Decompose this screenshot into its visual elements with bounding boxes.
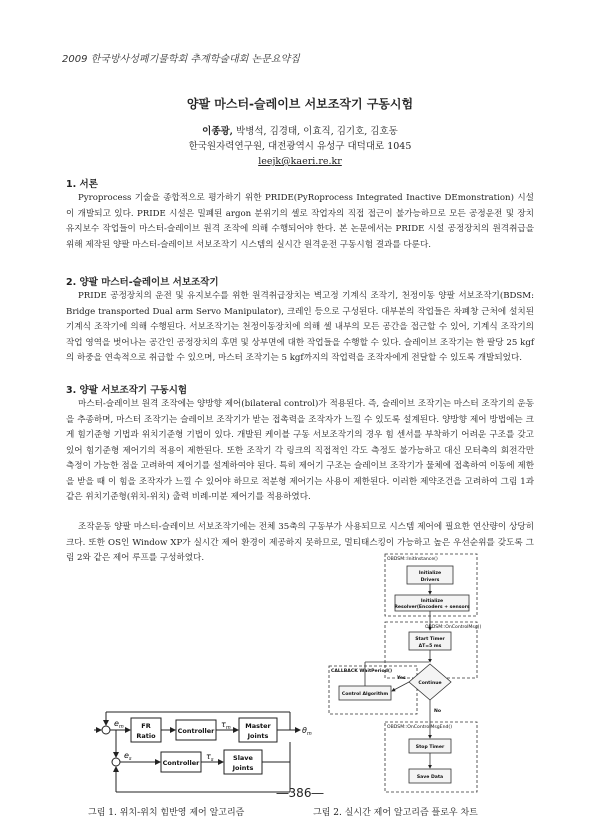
section-body-test-2: 조작운동 양팔 마스터-슬레이브 서보조작기에는 전체 35축의 구동부가 사용되므로 시스템 제어에 필요한 연산량이 상당히 크다. 또한 OS인 Window XP가 실시간 제어 환경이 제공하지 못하므로, 멀티태스킹이 가능하고 높은 우선순위를 갖도록 그림 2와 같은 제어 루프를 구성하였다. <box>66 522 534 563</box>
start-timer-label-2: ΔT=5 ms <box>418 644 442 649</box>
summing-junction-slave <box>112 758 120 766</box>
co-authors: 박병석, 김경태, 이효직, 김기호, 김호동 <box>233 126 398 137</box>
stop-timer-label: Stop Timer <box>415 745 445 750</box>
signal-tau-m: $\tau_m$ <box>221 720 231 731</box>
figure-2-caption: 그림 2. 실시간 제어 알고리즘 플로우 차트 <box>313 808 478 818</box>
signal-em: $e_m$ <box>114 719 124 730</box>
master-label: Master <box>245 722 271 730</box>
running-header: 2009 한국방사성폐기물학회 추계학술대회 논문요약집 <box>62 54 300 65</box>
init-drivers-label-1: Initialize <box>418 571 442 576</box>
ratio-label: Ratio <box>136 732 156 740</box>
init-resolver-label-1: Initialize <box>420 599 444 604</box>
yes-label: Yes <box>397 676 406 681</box>
controller-label-1: Controller <box>177 727 215 735</box>
section-body-intro: Pyroprocess 기술을 종합적으로 평가하기 위한 PRIDE(PyRoprocess Integrated Inactive DEmonstration) 시설이 개발되고 있다. PRIDE 시설은 밀폐된 argon 분위기의 셀로 작업자의 직접 접근이 불가능하므로 모든 공정운전 및 장치 유지보수 작업들이 마스터-슬레이브 원격 조작에 의해 수행되어야 한다. 본 논문에서는 PRIDE 시설 공정장치의 원격취급을 위해 제작된 양팔 마스터-슬레이브 서보조작기 시스템의 실시간 원격운전 구동시험 결과를 다룬다. <box>66 193 534 250</box>
save-data-label: Save Data <box>416 775 444 780</box>
summing-junction-master <box>102 726 110 734</box>
section-heading-test: 3. 양팔 서보조작기 구동시험 <box>66 385 188 396</box>
section-body-test: 마스터-슬레이브 원격 조작에는 양방향 제어(bilateral control)가 적용된다. 즉, 슬레이브 조작기는 마스터 조작기의 운동을 추종하며, 마스터 조작기는 슬레이브 조작기가 받는 접촉력을 조작자가 느낄 수 있도록 설계된다. 양방향 제어 방법에는 크게 힘기준형 기법과 위치기준형 기법이 있다. 개발된 케이블 구동 서보조작기의 경우 힘 센서를 부착하기 어려운 구조를 갖고 있어 힘기준형 제어기의 적용이 제한된다. 또한 조작기 각 링크의 직접적인 각도 측정도 불가능하고 대신 모터축의 회전각만 측정이 가능한 점을 고려하여 제어기를 설계하여야 된다. 특히 제어기 구조는 슬레이브 조작기가 물체에 접촉하여 이동에 제한을 받을 때 이 힘을 조작자가 느낄 수 있어야 하므로 적분형 제어기는 사용이 제한된다. 이러한 제약조건을 고려하여 그림 1과 같은 위치기준형(위치-위치) 출력 비례-미분 제어기를 적용하였다. <box>66 399 534 502</box>
corresponding-author: 이종광, <box>202 126 233 137</box>
callback-label: CALLBACK WaitPeriod() <box>331 669 393 674</box>
init-title-label: OBDSM::InitInstance() <box>387 557 438 562</box>
author-email[interactable]: leejk@kaeri.re.kr <box>258 156 342 167</box>
fr-label: FR <box>141 722 151 730</box>
signal-es: $e_s$ <box>124 751 132 762</box>
page-number: ―386― <box>276 786 324 800</box>
figure-1-caption: 그림 1. 위치-위치 힘반영 제어 알고리즘 <box>88 808 245 818</box>
timer-title-label: OBDSM::OnControlMsg() <box>425 625 482 630</box>
joints-label-2: Joints <box>232 764 254 772</box>
figure-2-flow-chart <box>325 552 515 800</box>
joints-label-1: Joints <box>247 732 269 740</box>
signal-theta-m: $\theta_m$ <box>302 726 312 737</box>
controller-label-2: Controller <box>162 759 200 767</box>
init-drivers-label-2: Drivers <box>420 578 440 583</box>
section-heading-manipulator: 2. 양팔 마스터-슬레이브 서보조작기 <box>66 277 219 288</box>
author-list <box>0 124 600 139</box>
author-block <box>0 124 600 169</box>
signal-tau-s: $\tau_s$ <box>206 752 214 763</box>
control-algorithm-label: Control Algorithm <box>341 692 389 697</box>
section-body-manipulator: PRIDE 공정장치의 운전 및 유지보수를 위한 원격취급장치는 벽고정 기계식 조작기, 천정이동 양팔 서보조작기(BDSM: Bridge transported Dual arm Servo Manipulator), 크레인 등으로 구성된다. 대부분의 작업들은 차폐창 근처에 설치된 기계식 조작기에 의해 수행된다. 서보조작기는 천정이동장치에 의해 셀 내부의 모든 공간을 접근할 수 있어, 기계식 조작기의 작업 영역을 벗어나는 공간인 공정장치의 후면 및 상부면에 대한 작업들을 수행할 수 있다. 슬레이브 조작기는 한 팔당 25 kgf의 하중을 연속적으로 취급할 수 있으며, 마스터 조작기는 5 kgf까지의 작업력을 조작자에게 전달할 수 있도록 개발되었다. <box>66 291 534 363</box>
stop-title-label: OBDSM::OnControlMsgEnd() <box>387 725 452 730</box>
paper-title: 양팔 마스터-슬레이브 서보조작기 구동시험 <box>186 97 414 111</box>
affiliation: 한국원자력연구원, 대전광역시 유성구 대덕대로 1045 <box>188 141 412 152</box>
no-label: No <box>434 709 442 714</box>
continue-label: Continue <box>418 681 442 686</box>
init-resolver-label-2: Resolver(Encoders + sensors <box>394 605 470 610</box>
slave-label: Slave <box>233 754 253 762</box>
start-timer-label-1: Start Timer <box>415 637 445 642</box>
section-heading-intro: 1. 서론 <box>66 179 98 190</box>
